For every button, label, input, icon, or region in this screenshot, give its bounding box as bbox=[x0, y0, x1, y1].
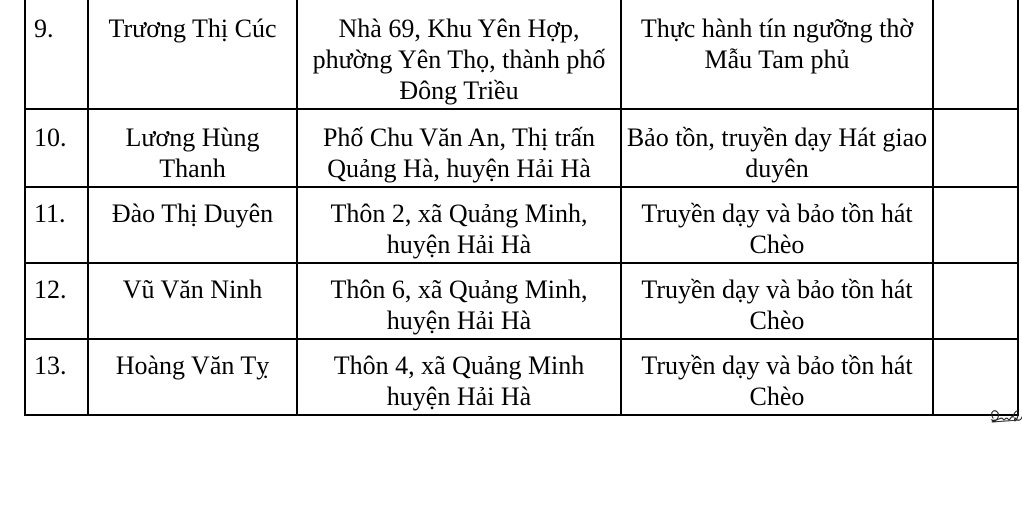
artisan-table-container bbox=[24, 0, 1017, 416]
artisan-note bbox=[933, 0, 1018, 109]
table-row bbox=[25, 109, 1018, 187]
artisan-note bbox=[933, 109, 1018, 187]
handwritten-signature bbox=[985, 404, 1022, 432]
table-row bbox=[25, 339, 1018, 415]
table-row bbox=[25, 187, 1018, 263]
artisan-note bbox=[933, 263, 1018, 339]
artisan-address: Thôn 4, xã Quảng Minh huyện Hải Hà bbox=[297, 339, 621, 415]
artisan-table bbox=[24, 0, 1019, 416]
artisan-activity: Truyền dạy và bảo tồn hát Chèo bbox=[621, 187, 933, 263]
artisan-name: Đào Thị Duyên bbox=[88, 187, 297, 263]
artisan-address: Thôn 2, xã Quảng Minh, huyện Hải Hà bbox=[297, 187, 621, 263]
artisan-address: Phố Chu Văn An, Thị trấn Quảng Hà, huyện Hải Hà bbox=[297, 109, 621, 187]
row-number: 10. bbox=[25, 109, 88, 187]
row-number: 13. bbox=[25, 339, 88, 415]
artisan-name: Hoàng Văn Tỵ bbox=[88, 339, 297, 415]
row-number: 11. bbox=[25, 187, 88, 263]
artisan-name: Trương Thị Cúc bbox=[88, 0, 297, 109]
table-row bbox=[25, 263, 1018, 339]
row-number: 12. bbox=[25, 263, 88, 339]
artisan-activity: Bảo tồn, truyền dạy Hát giao duyên bbox=[621, 109, 933, 187]
row-number: 9. bbox=[25, 0, 88, 109]
artisan-activity: Thực hành tín ngưỡng thờ Mẫu Tam phủ bbox=[621, 0, 933, 109]
artisan-activity: Truyền dạy và bảo tồn hát Chèo bbox=[621, 339, 933, 415]
artisan-activity: Truyền dạy và bảo tồn hát Chèo bbox=[621, 263, 933, 339]
artisan-address: Thôn 6, xã Quảng Minh, huyện Hải Hà bbox=[297, 263, 621, 339]
artisan-name: Vũ Văn Ninh bbox=[88, 263, 297, 339]
artisan-note bbox=[933, 187, 1018, 263]
artisan-address: Nhà 69, Khu Yên Hợp, phường Yên Thọ, thành phố Đông Triều bbox=[297, 0, 621, 109]
artisan-name: Lương Hùng Thanh bbox=[88, 109, 297, 187]
table-row bbox=[25, 0, 1018, 109]
